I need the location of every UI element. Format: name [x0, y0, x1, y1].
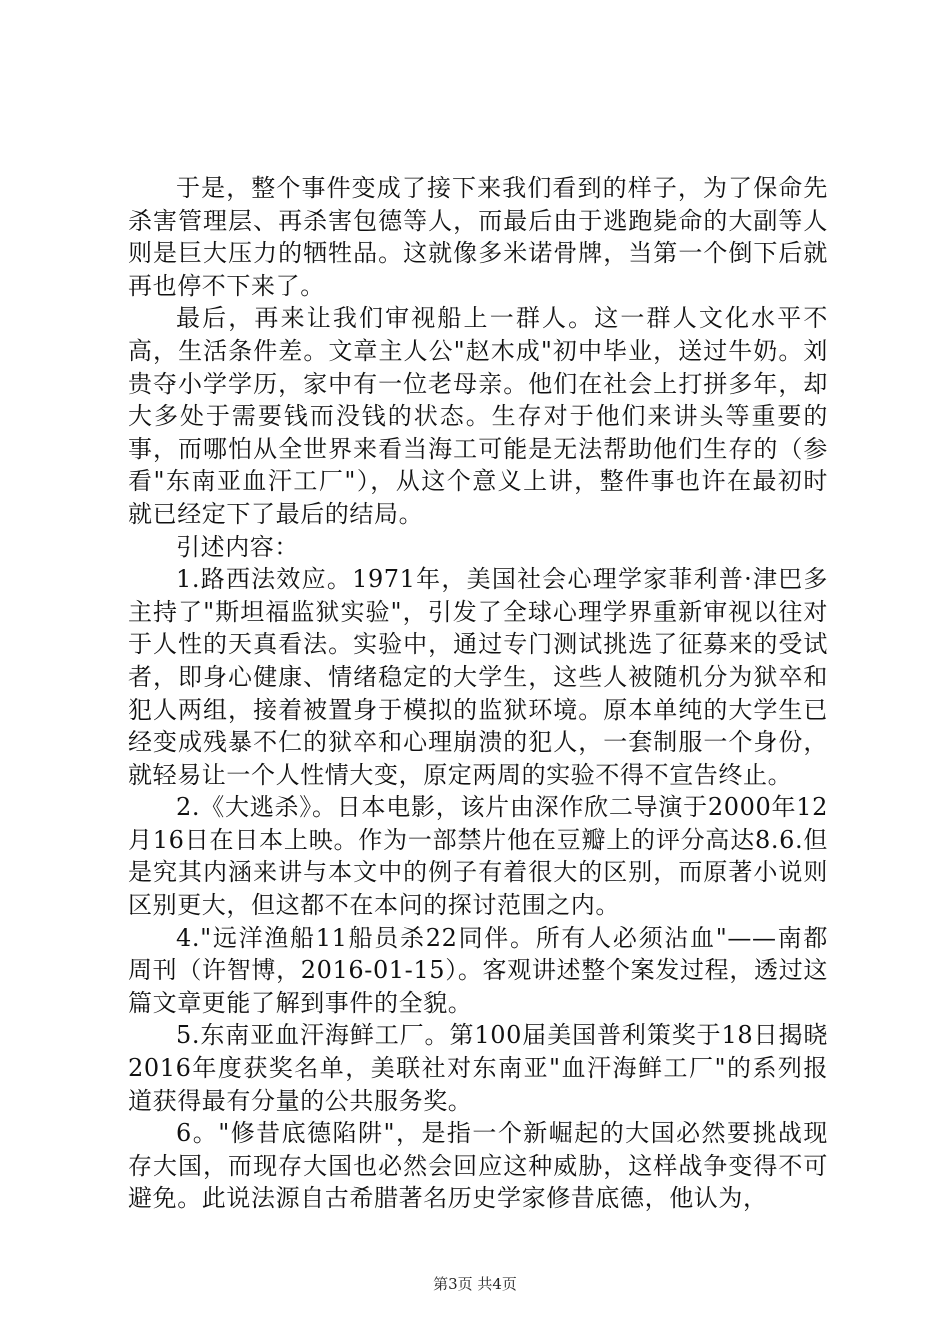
- paragraph-reference-thucydides-trap: 6。"修昔底德陷阱"，是指一个新崛起的大国必然要挑战现存大国，而现存大国也必然会回应这种威胁，这样战争变得不可避免。此说法源自古希腊著名历史学家修昔底德，他认为，: [128, 1119, 828, 1213]
- paragraph-references-heading: 引述内容：: [176, 532, 299, 561]
- page-number-footer: 第3页 共4页: [433, 1275, 517, 1293]
- paragraph-event-chain: 于是，整个事件变成了接下来我们看到的样子，为了保命先杀害管理层、再杀害包德等人，而最后由于逃跑毙命的大副等人则是巨大压力的牺牲品。这就像多米诺骨牌，当第一个倒下后就再也停不下来了。: [128, 174, 828, 300]
- paragraph-reference-seafood-factory: 5.东南亚血汗海鲜工厂。第100届美国普利策奖于18日揭晓2016年度获奖名单，美联社对东南亚"血汗海鲜工厂"的系列报道获得最有分量的公共服务奖。: [128, 1021, 828, 1115]
- paragraph-reference-fishing-boat: 4."远洋渔船11船员杀22同伴。所有人必须沾血"——南都周刊（许智博，2016-01-15）。客观讲述整个案发过程，透过这篇文章更能了解到事件的全貌。: [128, 923, 828, 1017]
- paragraph-crew-background: 最后，再来让我们审视船上一群人。这一群人文化水平不高，生活条件差。文章主人公"赵木成"初中毕业，送过牛奶。刘贵夺小学学历，家中有一位老母亲。他们在社会上打拼多年，却大多处于需要钱而没钱的状态。生存对于他们来讲头等重要的事，而哪怕从全世界来看当海工可能是无法帮助他们生存的（参看"东南亚血汗工厂"），从这个意义上讲，整件事也许在最初时就已经定下了最后的结局。: [128, 304, 828, 528]
- paragraph-reference-lucifer-effect: 1.路西法效应。1971年，美国社会心理学家菲利普·津巴多主持了"斯坦福监狱实验"，引发了全球心理学界重新审视以往对于人性的天真看法。实验中，通过专门测试挑选了征募来的受试者，即身心健康、情绪稳定的大学生，这些人被随机分为狱卒和犯人两组，接着被置身于模拟的监狱环境。原本单纯的大学生已经变成残暴不仁的狱卒和心理崩溃的犯人，一套制服一个身份，就轻易让一个人性情大变，原定两周的实验不得不宣告终止。: [128, 565, 828, 789]
- body-text: [128, 172, 828, 1215]
- paragraph-reference-battle-royale: 2.《大逃杀》。日本电影，该片由深作欣二导演于2000年12月16日在日本上映。作为一部禁片他在豆瓣上的评分高达8.6.但是究其内涵来讲与本文中的例子有着很大的区别，而原著小说则区别更大，但这都不在本问的探讨范围之内。: [128, 793, 828, 920]
